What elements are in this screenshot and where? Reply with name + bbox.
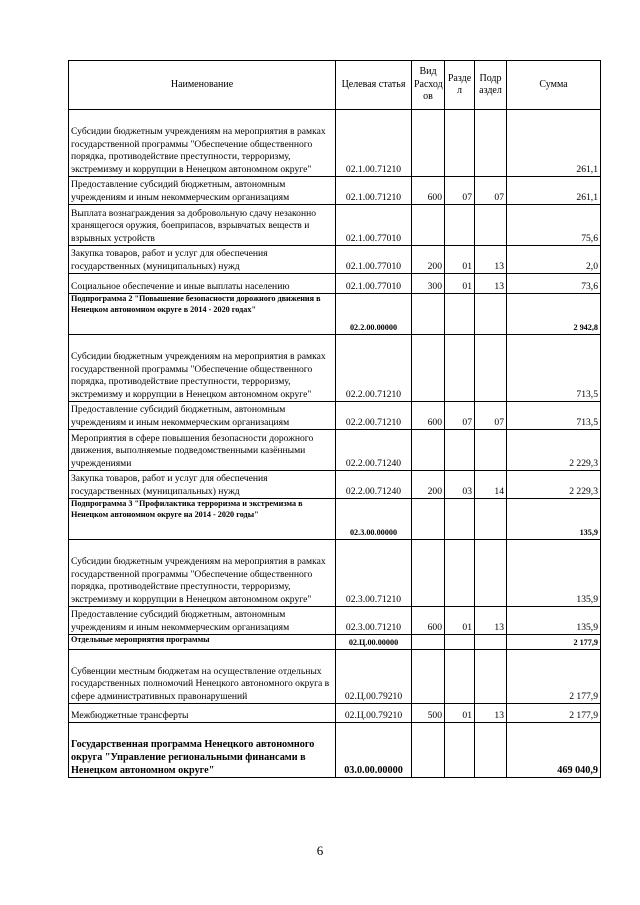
- cell-sum: 2 177,9: [507, 635, 601, 650]
- cell-code: 02.1.00.77010: [336, 274, 412, 294]
- cell-podr: [475, 110, 507, 177]
- cell-name: Субсидии бюджетным учреждениям на мероприятия в рамках государственной программы "Обеспечение общественного порядка, противодействие преступности, терроризму, экстремизму и коррупции в Ненецком автономном округе": [69, 540, 336, 607]
- cell-name: Подпрограмма 2 "Повышение безопасности дорожного движения в Ненецком автономном округе в 2014 - 2020 годах": [69, 294, 336, 335]
- header-name: Наименование: [69, 61, 336, 110]
- header-podr: Подр аздел: [475, 61, 507, 110]
- cell-razd: [445, 294, 475, 335]
- table-row: [69, 607, 601, 635]
- cell-name: Закупка товаров, работ и услуг для обеспечения государственных (муниципальных) нужд: [69, 471, 336, 499]
- cell-sum: 2 229,3: [507, 471, 601, 499]
- cell-code: 02.2.00.00000: [336, 294, 412, 335]
- cell-name: Выплата вознаграждения за добровольную сдачу незаконно хранящегося оружия, боеприпасов, взрывчатых веществ и взрывных устройств: [69, 205, 336, 246]
- cell-vid: [412, 110, 445, 177]
- cell-vid: 500: [412, 704, 445, 723]
- cell-sum: 135,9: [507, 540, 601, 607]
- cell-vid: [412, 430, 445, 471]
- cell-razd: 01: [445, 274, 475, 294]
- header-razd: Разде л: [445, 61, 475, 110]
- cell-vid: 600: [412, 402, 445, 430]
- cell-podr: 14: [475, 471, 507, 499]
- table-row: [69, 430, 601, 471]
- cell-sum: 2,0: [507, 246, 601, 274]
- cell-razd: [445, 499, 475, 540]
- cell-podr: [475, 650, 507, 704]
- cell-sum: 2 177,9: [507, 650, 601, 704]
- cell-code: 03.0.00.00000: [336, 723, 412, 778]
- cell-name: Предоставление субсидий бюджетным, автономным учреждениям и иным некоммерческим организациям: [69, 607, 336, 635]
- cell-name: Мероприятия в сфере повышения безопасности дорожного движения, выполняемые подведомственными казёнными учреждениями: [69, 430, 336, 471]
- cell-razd: 01: [445, 246, 475, 274]
- cell-podr: 13: [475, 246, 507, 274]
- cell-name: Государственная программа Ненецкого автономного округа "Управление региональными финансами в Ненецком автономном округе": [69, 723, 336, 778]
- cell-code: 02.Ц.00.79210: [336, 704, 412, 723]
- cell-podr: [475, 499, 507, 540]
- cell-name: Межбюджетные трансферты: [69, 704, 336, 723]
- table-header-row: [69, 61, 601, 110]
- cell-code: 02.Ц.00.79210: [336, 650, 412, 704]
- cell-podr: [475, 540, 507, 607]
- header-vid: Вид Расход ов: [412, 61, 445, 110]
- cell-vid: 200: [412, 246, 445, 274]
- cell-razd: 01: [445, 607, 475, 635]
- cell-sum: 713,5: [507, 402, 601, 430]
- table-row: [69, 205, 601, 246]
- cell-vid: [412, 723, 445, 778]
- cell-razd: [445, 650, 475, 704]
- cell-code: 02.1.00.77010: [336, 246, 412, 274]
- cell-razd: 03: [445, 471, 475, 499]
- cell-razd: 07: [445, 177, 475, 205]
- cell-vid: 300: [412, 274, 445, 294]
- cell-sum: 75,6: [507, 205, 601, 246]
- cell-code: 02.Ц.00.00000: [336, 635, 412, 650]
- cell-podr: [475, 335, 507, 402]
- cell-podr: 07: [475, 177, 507, 205]
- cell-code: 02.2.00.71210: [336, 402, 412, 430]
- cell-razd: [445, 335, 475, 402]
- cell-code: 02.1.00.71210: [336, 110, 412, 177]
- table-row: [69, 471, 601, 499]
- cell-sum: 261,1: [507, 110, 601, 177]
- table-row: [69, 540, 601, 607]
- cell-podr: [475, 430, 507, 471]
- cell-podr: [475, 205, 507, 246]
- cell-name: Предоставление субсидий бюджетным, автономным учреждениям и иным некоммерческим организациям: [69, 177, 336, 205]
- cell-code: 02.3.00.71210: [336, 607, 412, 635]
- table-row: [69, 704, 601, 723]
- cell-vid: [412, 294, 445, 335]
- cell-sum: 469 040,9: [507, 723, 601, 778]
- cell-sum: 73,6: [507, 274, 601, 294]
- cell-razd: [445, 110, 475, 177]
- cell-code: 02.1.00.71210: [336, 177, 412, 205]
- cell-name: Закупка товаров, работ и услуг для обеспечения государственных (муниципальных) нужд: [69, 246, 336, 274]
- cell-podr: 07: [475, 402, 507, 430]
- cell-code: 02.2.00.71210: [336, 335, 412, 402]
- cell-name: Субвенции местным бюджетам на осуществление отдельных государственных полномочий Ненецкого автономного округа в сфере административных правонарушений: [69, 650, 336, 704]
- cell-podr: 13: [475, 274, 507, 294]
- page-number: 6: [316, 843, 324, 858]
- table-row: [69, 335, 601, 402]
- cell-name: Подпрограмма 3 "Профилактика терроризма и экстремизма в Ненецком автономном округе на 2014 - 2020 годы": [69, 499, 336, 540]
- cell-name: Предоставление субсидий бюджетным, автономным учреждениям и иным некоммерческим организациям: [69, 402, 336, 430]
- header-sum: Сумма: [507, 61, 601, 110]
- cell-razd: [445, 540, 475, 607]
- table-row: [69, 635, 601, 650]
- cell-name: Субсидии бюджетным учреждениям на мероприятия в рамках государственной программы "Обеспечение общественного порядка, противодействие преступности, терроризму, экстремизму и коррупции в Ненецком автономном округе": [69, 335, 336, 402]
- cell-podr: 13: [475, 607, 507, 635]
- cell-code: 02.1.00.77010: [336, 205, 412, 246]
- cell-vid: [412, 635, 445, 650]
- cell-razd: [445, 430, 475, 471]
- cell-vid: [412, 540, 445, 607]
- cell-name: Отдельные мероприятия программы: [69, 635, 336, 650]
- cell-name: Социальное обеспечение и иные выплаты населению: [69, 274, 336, 294]
- cell-name: Субсидии бюджетным учреждениям на мероприятия в рамках государственной программы "Обеспечение общественного порядка, противодействие преступности, терроризму, экстремизму и коррупции в Ненецком автономном округе": [69, 110, 336, 177]
- cell-sum: 2 229,3: [507, 430, 601, 471]
- cell-vid: [412, 335, 445, 402]
- cell-podr: 13: [475, 704, 507, 723]
- cell-vid: [412, 499, 445, 540]
- table-row: [69, 246, 601, 274]
- cell-code: 02.3.00.71210: [336, 540, 412, 607]
- budget-table: [68, 60, 601, 778]
- table-row: [69, 723, 601, 778]
- cell-vid: [412, 205, 445, 246]
- table-row: [69, 402, 601, 430]
- table-row: [69, 177, 601, 205]
- cell-razd: 01: [445, 704, 475, 723]
- cell-sum: 713,5: [507, 335, 601, 402]
- cell-sum: 135,9: [507, 499, 601, 540]
- cell-sum: 135,9: [507, 607, 601, 635]
- cell-code: 02.3.00.00000: [336, 499, 412, 540]
- cell-razd: 07: [445, 402, 475, 430]
- cell-sum: 261,1: [507, 177, 601, 205]
- cell-sum: 2 942,8: [507, 294, 601, 335]
- cell-razd: [445, 635, 475, 650]
- cell-code: 02.2.00.71240: [336, 430, 412, 471]
- cell-vid: 600: [412, 607, 445, 635]
- cell-vid: 200: [412, 471, 445, 499]
- cell-podr: [475, 294, 507, 335]
- cell-razd: [445, 205, 475, 246]
- table-row: [69, 499, 601, 540]
- cell-podr: [475, 723, 507, 778]
- table-row: [69, 650, 601, 704]
- table-row: [69, 110, 601, 177]
- cell-razd: [445, 723, 475, 778]
- table-row: [69, 294, 601, 335]
- cell-vid: 600: [412, 177, 445, 205]
- table-row: [69, 274, 601, 294]
- cell-code: 02.2.00.71240: [336, 471, 412, 499]
- cell-podr: [475, 635, 507, 650]
- cell-vid: [412, 650, 445, 704]
- cell-sum: 2 177,9: [507, 704, 601, 723]
- header-code: Целевая статья: [336, 61, 412, 110]
